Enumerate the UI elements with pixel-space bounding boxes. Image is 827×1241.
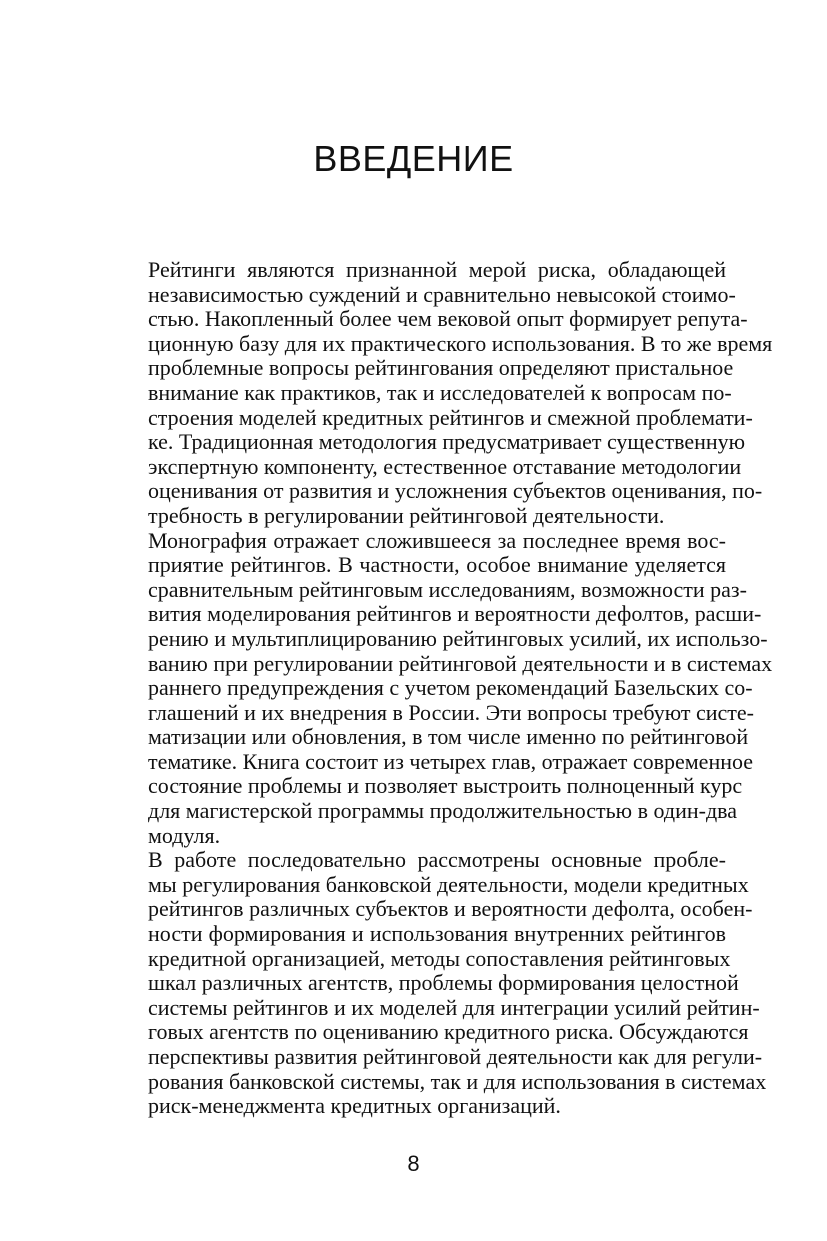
text-line: Рейтинги являются признанной мерой риска, обладающей [148, 257, 726, 282]
text-line: вития моделирования рейтингов и вероятности дефолтов, расши- [148, 601, 762, 627]
text-line: матизации или обновления, в том числе именно по рейтинговой [148, 724, 749, 750]
text-line: требность в регулировании рейтинговой деятельности. [148, 502, 665, 528]
text-line: ционную базу для их практического использования. В то же время [148, 330, 773, 356]
text-line: приятие рейтингов. В частности, особое внимание уделяется [148, 552, 726, 578]
page-number: 8 [407, 1151, 420, 1176]
text-line: внимание как практиков, так и исследователей к вопросам по- [148, 379, 732, 405]
paragraph [106, 257, 773, 529]
text-line: ванию при регулировании рейтинговой деятельности и в системах [148, 650, 773, 676]
text-line: риск-менеджмента кредитных организаций. [148, 1093, 561, 1119]
text-line: экспертную компоненту, естественное отставание методологии [148, 453, 742, 479]
text-line: ке. Традиционная методология предусматривает существенную [148, 429, 746, 455]
text-line: для магистерской программы продолжительностью в один-два [148, 798, 737, 824]
text-line: раннего предупреждения с учетом рекомендаций Базельских со- [148, 675, 753, 701]
body-text [106, 257, 773, 1119]
paragraph [106, 527, 773, 849]
text-line: сравнительным рейтинговым исследованиям, возможности раз- [148, 576, 747, 602]
text-line: кредитной организацией, методы сопоставления рейтинговых [148, 945, 731, 971]
text-line: Монография отражает сложившееся за последнее время вос- [148, 527, 726, 553]
text-line: В работе последовательно рассмотрены основные пробле- [148, 847, 726, 873]
text-line: рования банковской системы, так и для использования в системах [148, 1068, 767, 1094]
text-line: строения моделей кредитных рейтингов и смежной проблемати- [148, 404, 753, 430]
text-line: рению и мультиплицированию рейтинговых усилий, их использо- [148, 625, 768, 651]
text-line: системы рейтингов и их моделей для интеграции усилий рейтин- [148, 994, 760, 1020]
text-line: рейтингов различных субъектов и вероятности дефолта, особен- [148, 896, 753, 922]
text-line: говых агентств по оцениванию кредитного риска. Обсуждаются [148, 1019, 749, 1045]
text-line: состояние проблемы и позволяет выстроить полноценный курс [148, 773, 743, 799]
text-line: проблемные вопросы рейтингования определяют пристальное [148, 355, 734, 381]
page-title: ВВЕДЕНИЕ [313, 138, 514, 179]
text-line: тематике. Книга состоит из четырех глав, отражает современное [148, 748, 754, 774]
text-line: шкал различных агентств, проблемы формирования целостной [148, 970, 739, 996]
text-line: модуля. [148, 822, 221, 848]
text-line: независимостью суждений и сравнительно невысокой стоимо- [148, 281, 736, 307]
text-line: глашений и их внедрения в России. Эти вопросы требуют систе- [148, 699, 754, 725]
text-line: стью. Накопленный более чем вековой опыт формирует репута- [148, 306, 748, 332]
text-line: мы регулирования банковской деятельности, модели кредитных [148, 871, 749, 897]
text-line: перспективы развития рейтинговой деятельности как для регули- [148, 1044, 763, 1069]
text-line: оценивания от развития и усложнения субъектов оценивания, по- [148, 478, 763, 504]
text-line: ности формирования и использования внутренних рейтингов [148, 921, 726, 947]
paragraph [106, 847, 767, 1119]
